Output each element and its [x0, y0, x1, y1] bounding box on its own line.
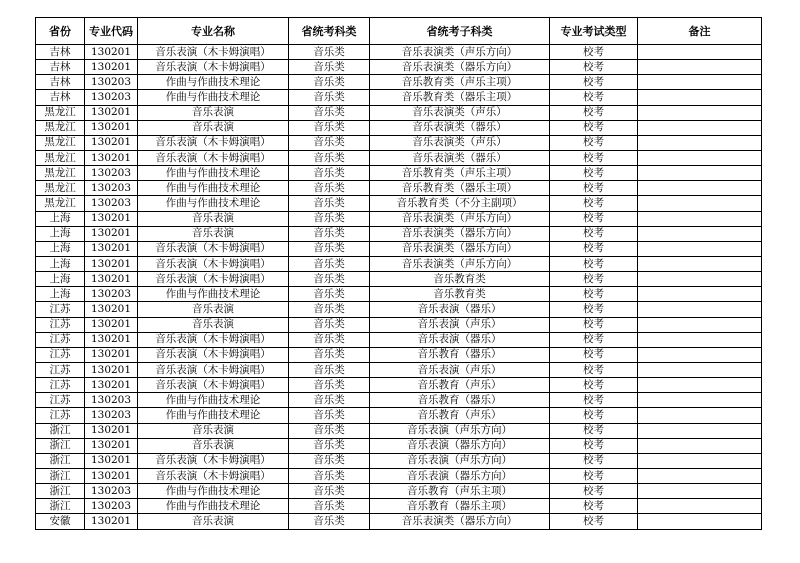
header-province: 省份 — [36, 18, 85, 45]
cell-exam-category: 音乐类 — [289, 211, 370, 226]
table-row — [36, 105, 762, 120]
cell-exam-type: 校考 — [550, 166, 638, 181]
cell-exam-category: 音乐类 — [289, 150, 370, 165]
cell-remarks — [638, 150, 762, 165]
cell-province: 安徽 — [36, 514, 85, 529]
header-row — [36, 18, 762, 45]
cell-major-name: 音乐表演 — [138, 226, 289, 241]
cell-major-code: 130201 — [85, 362, 138, 377]
table-row — [36, 256, 762, 271]
cell-major-name: 音乐表演（木卡姆演唱） — [138, 362, 289, 377]
cell-exam-type: 校考 — [550, 181, 638, 196]
cell-province: 江苏 — [36, 362, 85, 377]
cell-major-code: 130201 — [85, 453, 138, 468]
cell-major-name: 音乐表演（木卡姆演唱） — [138, 272, 289, 287]
cell-remarks — [638, 75, 762, 90]
cell-major-code: 130201 — [85, 135, 138, 150]
cell-exam-category: 音乐类 — [289, 166, 370, 181]
cell-major-name: 音乐表演（木卡姆演唱） — [138, 378, 289, 393]
admissions-table — [35, 17, 762, 530]
cell-remarks — [638, 166, 762, 181]
cell-remarks — [638, 362, 762, 377]
cell-exam-subcategory: 音乐表演（器乐方向） — [370, 438, 550, 453]
cell-exam-subcategory: 音乐教育类（器乐主项） — [370, 90, 550, 105]
cell-major-name: 音乐表演（木卡姆演唱） — [138, 453, 289, 468]
cell-exam-type: 校考 — [550, 514, 638, 529]
cell-province: 浙江 — [36, 438, 85, 453]
cell-major-name: 音乐表演 — [138, 302, 289, 317]
cell-major-name: 作曲与作曲技术理论 — [138, 408, 289, 423]
cell-exam-type: 校考 — [550, 135, 638, 150]
cell-remarks — [638, 120, 762, 135]
header-major-name: 专业名称 — [138, 18, 289, 45]
table-row — [36, 60, 762, 75]
cell-major-code: 130201 — [85, 272, 138, 287]
table-row — [36, 241, 762, 256]
cell-province: 江苏 — [36, 317, 85, 332]
cell-province: 上海 — [36, 226, 85, 241]
cell-exam-subcategory: 音乐表演类（器乐） — [370, 120, 550, 135]
cell-exam-subcategory: 音乐表演（器乐方向） — [370, 468, 550, 483]
cell-exam-type: 校考 — [550, 484, 638, 499]
cell-major-name: 音乐表演（木卡姆演唱） — [138, 135, 289, 150]
table-row — [36, 438, 762, 453]
cell-major-code: 130201 — [85, 514, 138, 529]
cell-exam-subcategory: 音乐教育类 — [370, 287, 550, 302]
cell-province: 上海 — [36, 256, 85, 271]
table-row — [36, 272, 762, 287]
cell-exam-subcategory: 音乐表演类（声乐） — [370, 135, 550, 150]
cell-exam-subcategory: 音乐表演（声乐） — [370, 362, 550, 377]
cell-exam-subcategory: 音乐教育（器乐） — [370, 347, 550, 362]
cell-major-code: 130201 — [85, 211, 138, 226]
cell-major-name: 音乐表演 — [138, 317, 289, 332]
cell-major-code: 130203 — [85, 408, 138, 423]
cell-exam-category: 音乐类 — [289, 60, 370, 75]
cell-major-name: 音乐表演 — [138, 514, 289, 529]
cell-exam-category: 音乐类 — [289, 75, 370, 90]
cell-remarks — [638, 211, 762, 226]
cell-exam-category: 音乐类 — [289, 362, 370, 377]
cell-major-name: 作曲与作曲技术理论 — [138, 75, 289, 90]
cell-province: 上海 — [36, 272, 85, 287]
cell-exam-subcategory: 音乐表演（声乐方向） — [370, 423, 550, 438]
table-row — [36, 393, 762, 408]
cell-province: 吉林 — [36, 90, 85, 105]
cell-exam-subcategory: 音乐教育类（不分主副项） — [370, 196, 550, 211]
cell-province: 上海 — [36, 241, 85, 256]
cell-exam-type: 校考 — [550, 393, 638, 408]
cell-major-code: 130203 — [85, 484, 138, 499]
cell-exam-category: 音乐类 — [289, 241, 370, 256]
cell-province: 黑龙江 — [36, 120, 85, 135]
cell-exam-type: 校考 — [550, 45, 638, 60]
cell-province: 黑龙江 — [36, 135, 85, 150]
cell-exam-type: 校考 — [550, 75, 638, 90]
cell-major-code: 130203 — [85, 181, 138, 196]
cell-exam-category: 音乐类 — [289, 332, 370, 347]
cell-province: 黑龙江 — [36, 181, 85, 196]
cell-province: 浙江 — [36, 423, 85, 438]
cell-exam-category: 音乐类 — [289, 105, 370, 120]
table-row — [36, 90, 762, 105]
cell-province: 吉林 — [36, 45, 85, 60]
table-row — [36, 317, 762, 332]
cell-major-code: 130201 — [85, 150, 138, 165]
cell-remarks — [638, 45, 762, 60]
cell-major-code: 130201 — [85, 45, 138, 60]
cell-exam-type: 校考 — [550, 226, 638, 241]
cell-major-name: 音乐表演（木卡姆演唱） — [138, 241, 289, 256]
cell-province: 黑龙江 — [36, 150, 85, 165]
cell-remarks — [638, 514, 762, 529]
cell-province: 浙江 — [36, 453, 85, 468]
cell-exam-category: 音乐类 — [289, 499, 370, 514]
cell-major-code: 130201 — [85, 302, 138, 317]
table-row — [36, 196, 762, 211]
cell-exam-category: 音乐类 — [289, 287, 370, 302]
cell-major-name: 音乐表演（木卡姆演唱） — [138, 332, 289, 347]
cell-exam-type: 校考 — [550, 423, 638, 438]
cell-major-name: 音乐表演 — [138, 423, 289, 438]
cell-exam-category: 音乐类 — [289, 196, 370, 211]
cell-major-code: 130201 — [85, 347, 138, 362]
cell-exam-type: 校考 — [550, 408, 638, 423]
cell-province: 江苏 — [36, 393, 85, 408]
cell-remarks — [638, 393, 762, 408]
cell-major-name: 音乐表演（木卡姆演唱） — [138, 468, 289, 483]
cell-exam-category: 音乐类 — [289, 423, 370, 438]
cell-remarks — [638, 378, 762, 393]
cell-major-code: 130201 — [85, 120, 138, 135]
cell-exam-subcategory: 音乐教育（器乐主项） — [370, 499, 550, 514]
cell-province: 浙江 — [36, 499, 85, 514]
cell-exam-type: 校考 — [550, 60, 638, 75]
cell-major-name: 音乐表演（木卡姆演唱） — [138, 45, 289, 60]
cell-exam-subcategory: 音乐表演类（器乐方向） — [370, 226, 550, 241]
cell-exam-category: 音乐类 — [289, 272, 370, 287]
cell-province: 黑龙江 — [36, 166, 85, 181]
cell-exam-category: 音乐类 — [289, 514, 370, 529]
table-row — [36, 362, 762, 377]
cell-major-name: 音乐表演（木卡姆演唱） — [138, 256, 289, 271]
cell-major-name: 音乐表演 — [138, 105, 289, 120]
cell-province: 江苏 — [36, 408, 85, 423]
cell-remarks — [638, 423, 762, 438]
table-row — [36, 453, 762, 468]
cell-exam-category: 音乐类 — [289, 302, 370, 317]
cell-major-name: 作曲与作曲技术理论 — [138, 181, 289, 196]
cell-exam-subcategory: 音乐教育（声乐主项） — [370, 484, 550, 499]
cell-remarks — [638, 181, 762, 196]
cell-major-code: 130203 — [85, 166, 138, 181]
cell-exam-category: 音乐类 — [289, 181, 370, 196]
cell-remarks — [638, 302, 762, 317]
table-row — [36, 499, 762, 514]
cell-province: 江苏 — [36, 302, 85, 317]
cell-exam-subcategory: 音乐表演类（声乐方向） — [370, 45, 550, 60]
cell-remarks — [638, 484, 762, 499]
cell-exam-category: 音乐类 — [289, 408, 370, 423]
cell-exam-type: 校考 — [550, 332, 638, 347]
cell-exam-type: 校考 — [550, 302, 638, 317]
cell-remarks — [638, 60, 762, 75]
table-row — [36, 378, 762, 393]
cell-province: 浙江 — [36, 468, 85, 483]
cell-major-name: 音乐表演（木卡姆演唱） — [138, 150, 289, 165]
cell-exam-type: 校考 — [550, 378, 638, 393]
cell-exam-subcategory: 音乐教育（声乐） — [370, 378, 550, 393]
cell-major-code: 130203 — [85, 287, 138, 302]
cell-exam-subcategory: 音乐教育（器乐） — [370, 393, 550, 408]
table-row — [36, 211, 762, 226]
cell-province: 黑龙江 — [36, 196, 85, 211]
cell-major-code: 130203 — [85, 75, 138, 90]
cell-major-name: 音乐表演 — [138, 120, 289, 135]
cell-exam-subcategory: 音乐表演（声乐） — [370, 317, 550, 332]
cell-exam-category: 音乐类 — [289, 453, 370, 468]
cell-province: 江苏 — [36, 332, 85, 347]
table-row — [36, 302, 762, 317]
cell-exam-subcategory: 音乐表演类（器乐方向） — [370, 60, 550, 75]
cell-exam-type: 校考 — [550, 120, 638, 135]
cell-remarks — [638, 241, 762, 256]
table-row — [36, 181, 762, 196]
cell-exam-subcategory: 音乐表演类（声乐方向） — [370, 211, 550, 226]
cell-exam-category: 音乐类 — [289, 120, 370, 135]
cell-exam-type: 校考 — [550, 241, 638, 256]
cell-remarks — [638, 196, 762, 211]
cell-exam-subcategory: 音乐教育类（声乐主项） — [370, 75, 550, 90]
header-exam-type: 专业考试类型 — [550, 18, 638, 45]
table-row — [36, 332, 762, 347]
cell-exam-category: 音乐类 — [289, 484, 370, 499]
cell-province: 江苏 — [36, 378, 85, 393]
cell-remarks — [638, 499, 762, 514]
cell-exam-subcategory: 音乐教育类（器乐主项） — [370, 181, 550, 196]
cell-major-code: 130201 — [85, 317, 138, 332]
cell-exam-type: 校考 — [550, 105, 638, 120]
cell-exam-type: 校考 — [550, 150, 638, 165]
header-exam-subcategory: 省统考子科类 — [370, 18, 550, 45]
cell-remarks — [638, 468, 762, 483]
cell-exam-subcategory: 音乐表演类（器乐） — [370, 150, 550, 165]
cell-exam-type: 校考 — [550, 287, 638, 302]
cell-exam-category: 音乐类 — [289, 90, 370, 105]
cell-exam-subcategory: 音乐教育类（声乐主项） — [370, 166, 550, 181]
cell-province: 黑龙江 — [36, 105, 85, 120]
cell-major-code: 130201 — [85, 438, 138, 453]
cell-major-code: 130201 — [85, 423, 138, 438]
cell-exam-type: 校考 — [550, 499, 638, 514]
cell-province: 吉林 — [36, 60, 85, 75]
header-exam-category: 省统考科类 — [289, 18, 370, 45]
cell-exam-type: 校考 — [550, 256, 638, 271]
cell-major-name: 音乐表演 — [138, 211, 289, 226]
cell-remarks — [638, 256, 762, 271]
cell-major-code: 130203 — [85, 499, 138, 514]
table-row — [36, 135, 762, 150]
cell-exam-category: 音乐类 — [289, 135, 370, 150]
cell-remarks — [638, 135, 762, 150]
table-row — [36, 423, 762, 438]
cell-exam-subcategory: 音乐表演类（声乐方向） — [370, 256, 550, 271]
table-row — [36, 45, 762, 60]
cell-major-code: 130203 — [85, 196, 138, 211]
cell-exam-type: 校考 — [550, 196, 638, 211]
cell-major-name: 作曲与作曲技术理论 — [138, 90, 289, 105]
cell-exam-category: 音乐类 — [289, 45, 370, 60]
cell-exam-subcategory: 音乐教育（声乐） — [370, 408, 550, 423]
cell-major-code: 130201 — [85, 332, 138, 347]
cell-exam-subcategory: 音乐表演（声乐方向） — [370, 453, 550, 468]
table-row — [36, 226, 762, 241]
cell-remarks — [638, 317, 762, 332]
cell-exam-type: 校考 — [550, 272, 638, 287]
cell-remarks — [638, 332, 762, 347]
header-remarks: 备注 — [638, 18, 762, 45]
table-row — [36, 408, 762, 423]
cell-exam-subcategory: 音乐表演（器乐） — [370, 302, 550, 317]
cell-exam-type: 校考 — [550, 438, 638, 453]
cell-exam-type: 校考 — [550, 468, 638, 483]
cell-province: 吉林 — [36, 75, 85, 90]
cell-exam-type: 校考 — [550, 90, 638, 105]
cell-major-code: 130201 — [85, 378, 138, 393]
cell-remarks — [638, 438, 762, 453]
cell-exam-subcategory: 音乐表演类（声乐） — [370, 105, 550, 120]
cell-major-code: 130203 — [85, 90, 138, 105]
cell-exam-type: 校考 — [550, 211, 638, 226]
cell-exam-category: 音乐类 — [289, 256, 370, 271]
cell-exam-subcategory: 音乐表演类（器乐方向） — [370, 241, 550, 256]
table-row — [36, 75, 762, 90]
cell-province: 上海 — [36, 287, 85, 302]
cell-major-name: 音乐表演（木卡姆演唱） — [138, 60, 289, 75]
cell-remarks — [638, 453, 762, 468]
cell-major-code: 130201 — [85, 468, 138, 483]
cell-remarks — [638, 408, 762, 423]
cell-major-code: 130201 — [85, 256, 138, 271]
cell-major-code: 130201 — [85, 241, 138, 256]
cell-exam-subcategory: 音乐教育类 — [370, 272, 550, 287]
cell-exam-category: 音乐类 — [289, 468, 370, 483]
cell-remarks — [638, 226, 762, 241]
cell-major-name: 作曲与作曲技术理论 — [138, 287, 289, 302]
cell-province: 浙江 — [36, 484, 85, 499]
cell-exam-type: 校考 — [550, 362, 638, 377]
cell-exam-category: 音乐类 — [289, 347, 370, 362]
cell-exam-type: 校考 — [550, 317, 638, 332]
table-row — [36, 166, 762, 181]
cell-remarks — [638, 287, 762, 302]
table-row — [36, 484, 762, 499]
cell-remarks — [638, 272, 762, 287]
cell-exam-category: 音乐类 — [289, 438, 370, 453]
table-row — [36, 468, 762, 483]
cell-major-name: 音乐表演 — [138, 438, 289, 453]
cell-exam-category: 音乐类 — [289, 393, 370, 408]
cell-exam-type: 校考 — [550, 453, 638, 468]
table-row — [36, 514, 762, 529]
cell-major-code: 130201 — [85, 60, 138, 75]
cell-major-code: 130201 — [85, 105, 138, 120]
table-row — [36, 287, 762, 302]
cell-province: 江苏 — [36, 347, 85, 362]
cell-exam-category: 音乐类 — [289, 317, 370, 332]
cell-exam-type: 校考 — [550, 347, 638, 362]
cell-major-name: 作曲与作曲技术理论 — [138, 499, 289, 514]
cell-exam-category: 音乐类 — [289, 226, 370, 241]
cell-exam-category: 音乐类 — [289, 378, 370, 393]
cell-major-code: 130201 — [85, 226, 138, 241]
table-row — [36, 150, 762, 165]
cell-exam-subcategory: 音乐表演（器乐） — [370, 332, 550, 347]
cell-major-name: 作曲与作曲技术理论 — [138, 393, 289, 408]
cell-remarks — [638, 347, 762, 362]
cell-province: 上海 — [36, 211, 85, 226]
cell-exam-subcategory: 音乐表演类（器乐方向） — [370, 514, 550, 529]
cell-remarks — [638, 105, 762, 120]
cell-major-name: 作曲与作曲技术理论 — [138, 484, 289, 499]
cell-major-name: 作曲与作曲技术理论 — [138, 196, 289, 211]
cell-major-name: 作曲与作曲技术理论 — [138, 166, 289, 181]
cell-remarks — [638, 90, 762, 105]
header-major-code: 专业代码 — [85, 18, 138, 45]
cell-major-name: 音乐表演（木卡姆演唱） — [138, 347, 289, 362]
table-row — [36, 120, 762, 135]
table-row — [36, 347, 762, 362]
cell-major-code: 130203 — [85, 393, 138, 408]
